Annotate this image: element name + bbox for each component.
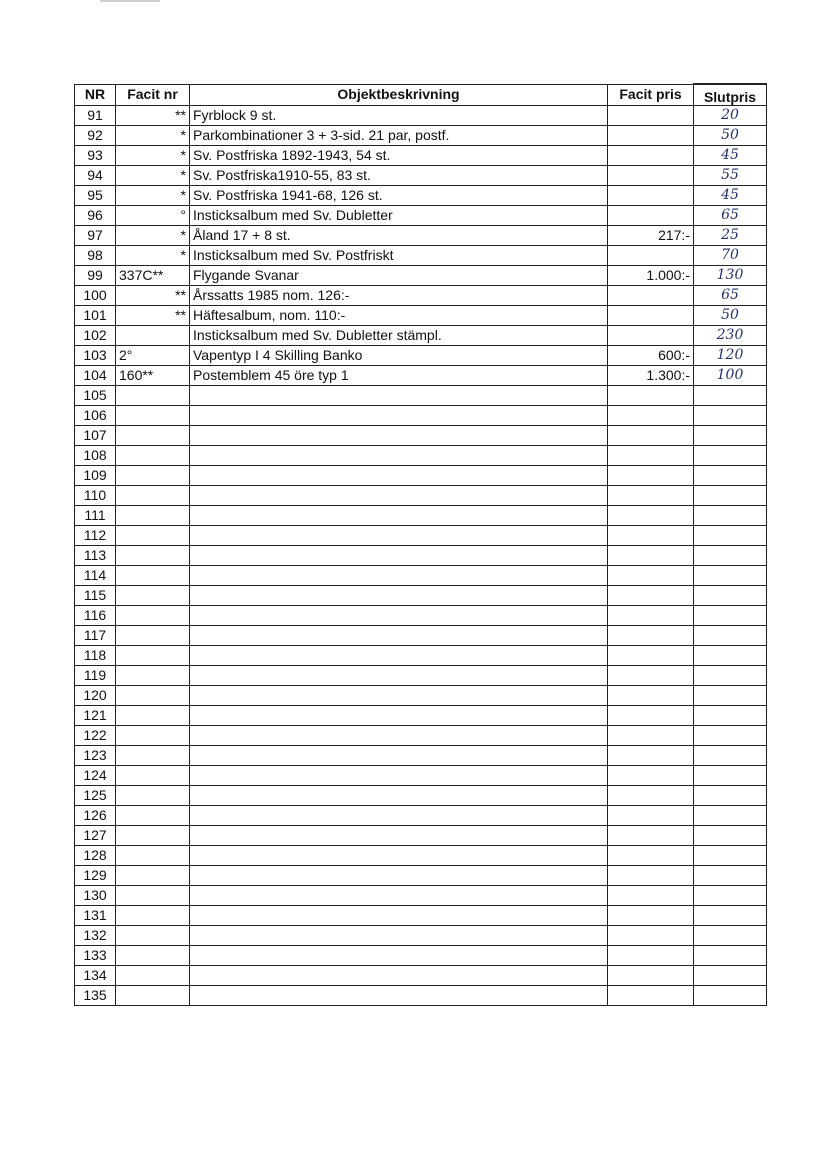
lot-number: 97 xyxy=(75,226,116,246)
table-row xyxy=(75,826,767,846)
final-price xyxy=(694,586,767,606)
table-row xyxy=(75,366,767,386)
facit-number: * xyxy=(116,186,190,206)
object-description xyxy=(190,966,608,986)
lot-number: 100 xyxy=(75,286,116,306)
facit-number xyxy=(116,486,190,506)
facit-number xyxy=(116,526,190,546)
final-price xyxy=(694,606,767,626)
table-row xyxy=(75,306,767,326)
final-price: 50 xyxy=(694,306,767,326)
object-description xyxy=(190,726,608,746)
facit-number: ** xyxy=(116,306,190,326)
facit-number xyxy=(116,686,190,706)
lot-number: 99 xyxy=(75,266,116,286)
object-description: Sv. Postfriska1910-55, 83 st. xyxy=(190,166,608,186)
facit-number: 160** xyxy=(116,366,190,386)
object-description xyxy=(190,746,608,766)
lot-number: 134 xyxy=(75,966,116,986)
lot-number: 101 xyxy=(75,306,116,326)
lot-number: 132 xyxy=(75,926,116,946)
lot-number: 129 xyxy=(75,866,116,886)
lot-number: 112 xyxy=(75,526,116,546)
facit-price xyxy=(608,586,694,606)
facit-number: * xyxy=(116,246,190,266)
object-description xyxy=(190,706,608,726)
object-description xyxy=(190,546,608,566)
lot-number: 128 xyxy=(75,846,116,866)
facit-price xyxy=(608,506,694,526)
final-price: 100 xyxy=(694,366,767,386)
table-row xyxy=(75,686,767,706)
final-price xyxy=(694,726,767,746)
final-price xyxy=(694,746,767,766)
final-price xyxy=(694,846,767,866)
facit-number xyxy=(116,386,190,406)
table-row xyxy=(75,206,767,226)
object-description xyxy=(190,666,608,686)
final-price: 130 xyxy=(694,266,767,286)
facit-price xyxy=(608,866,694,886)
table-row xyxy=(75,706,767,726)
lot-number: 94 xyxy=(75,166,116,186)
object-description xyxy=(190,646,608,666)
lot-number: 125 xyxy=(75,786,116,806)
final-price xyxy=(694,826,767,846)
table-row xyxy=(75,326,767,346)
facit-price xyxy=(608,646,694,666)
table-row xyxy=(75,106,767,126)
facit-price: 600:- xyxy=(608,346,694,366)
facit-number xyxy=(116,406,190,426)
facit-number xyxy=(116,566,190,586)
table-row xyxy=(75,786,767,806)
table-row xyxy=(75,626,767,646)
facit-price xyxy=(608,166,694,186)
table-row xyxy=(75,246,767,266)
table-row xyxy=(75,726,767,746)
object-description xyxy=(190,606,608,626)
facit-number xyxy=(116,626,190,646)
facit-price xyxy=(608,966,694,986)
object-description xyxy=(190,426,608,446)
lot-number: 106 xyxy=(75,406,116,426)
lot-number: 133 xyxy=(75,946,116,966)
lot-number: 117 xyxy=(75,626,116,646)
lot-number: 114 xyxy=(75,566,116,586)
facit-price xyxy=(608,246,694,266)
object-description xyxy=(190,566,608,586)
table-row xyxy=(75,466,767,486)
facit-number xyxy=(116,906,190,926)
final-price xyxy=(694,466,767,486)
final-price xyxy=(694,626,767,646)
object-description: Insticksalbum med Sv. Postfriskt xyxy=(190,246,608,266)
table-row xyxy=(75,846,767,866)
object-description: Insticksalbum med Sv. Dubletter xyxy=(190,206,608,226)
lot-number: 135 xyxy=(75,986,116,1006)
table-row xyxy=(75,266,767,286)
facit-number xyxy=(116,506,190,526)
facit-number xyxy=(116,466,190,486)
object-description: Parkombinationer 3 + 3-sid. 21 par, postf. xyxy=(190,126,608,146)
table-row xyxy=(75,806,767,826)
facit-price xyxy=(608,626,694,646)
facit-price xyxy=(608,906,694,926)
facit-price xyxy=(608,746,694,766)
object-description xyxy=(190,446,608,466)
lot-number: 116 xyxy=(75,606,116,626)
facit-number: ** xyxy=(116,286,190,306)
facit-number: * xyxy=(116,126,190,146)
final-price xyxy=(694,686,767,706)
table-row xyxy=(75,426,767,446)
facit-price xyxy=(608,126,694,146)
facit-number: 2° xyxy=(116,346,190,366)
table-row xyxy=(75,446,767,466)
final-price: 65 xyxy=(694,206,767,226)
object-description xyxy=(190,866,608,886)
facit-number xyxy=(116,806,190,826)
facit-price xyxy=(608,926,694,946)
facit-price xyxy=(608,546,694,566)
header-row xyxy=(75,84,767,106)
facit-price xyxy=(608,326,694,346)
facit-price xyxy=(608,386,694,406)
table-row xyxy=(75,126,767,146)
table-row xyxy=(75,866,767,886)
table-row xyxy=(75,886,767,906)
facit-number xyxy=(116,426,190,446)
facit-price xyxy=(608,286,694,306)
lot-number: 122 xyxy=(75,726,116,746)
table-row xyxy=(75,346,767,366)
object-description xyxy=(190,806,608,826)
facit-price xyxy=(608,846,694,866)
object-description xyxy=(190,886,608,906)
lot-number: 109 xyxy=(75,466,116,486)
final-price: 70 xyxy=(694,246,767,266)
final-price xyxy=(694,406,767,426)
lot-number: 120 xyxy=(75,686,116,706)
facit-number xyxy=(116,966,190,986)
object-description xyxy=(190,946,608,966)
object-description xyxy=(190,386,608,406)
table-row xyxy=(75,406,767,426)
facit-price xyxy=(608,186,694,206)
table-row xyxy=(75,486,767,506)
facit-price xyxy=(608,826,694,846)
object-description xyxy=(190,686,608,706)
table-row xyxy=(75,546,767,566)
facit-price xyxy=(608,486,694,506)
facit-number xyxy=(116,666,190,686)
final-price xyxy=(694,646,767,666)
object-description: Postemblem 45 öre typ 1 xyxy=(190,366,608,386)
object-description: Åland 17 + 8 st. xyxy=(190,226,608,246)
object-description xyxy=(190,826,608,846)
final-price: 45 xyxy=(694,186,767,206)
lot-number: 98 xyxy=(75,246,116,266)
facit-price xyxy=(608,606,694,626)
facit-number xyxy=(116,926,190,946)
table-row xyxy=(75,926,767,946)
object-description xyxy=(190,506,608,526)
lot-number: 103 xyxy=(75,346,116,366)
header-description: Objektbeskrivning xyxy=(190,84,608,106)
final-price xyxy=(694,526,767,546)
lot-table xyxy=(74,83,767,1006)
facit-number xyxy=(116,326,190,346)
final-price xyxy=(694,566,767,586)
final-price xyxy=(694,906,767,926)
final-price: 45 xyxy=(694,146,767,166)
final-price: 65 xyxy=(694,286,767,306)
facit-number xyxy=(116,586,190,606)
scan-edge-mark xyxy=(100,0,160,2)
facit-number: ° xyxy=(116,206,190,226)
object-description: Flygande Svanar xyxy=(190,266,608,286)
facit-price: 1.000:- xyxy=(608,266,694,286)
final-price: 20 xyxy=(694,106,767,126)
object-description xyxy=(190,626,608,646)
lot-number: 118 xyxy=(75,646,116,666)
lot-number: 131 xyxy=(75,906,116,926)
table-row xyxy=(75,766,767,786)
table-row xyxy=(75,746,767,766)
final-price xyxy=(694,706,767,726)
facit-price xyxy=(608,106,694,126)
facit-price xyxy=(608,206,694,226)
object-description xyxy=(190,906,608,926)
final-price xyxy=(694,386,767,406)
header-facit-price: Facit pris xyxy=(608,84,694,106)
object-description xyxy=(190,766,608,786)
lot-number: 113 xyxy=(75,546,116,566)
facit-number xyxy=(116,766,190,786)
table-row xyxy=(75,606,767,626)
header-nr: NR xyxy=(75,84,116,106)
object-description: Sv. Postfriska 1892-1943, 54 st. xyxy=(190,146,608,166)
facit-number xyxy=(116,706,190,726)
final-price xyxy=(694,806,767,826)
facit-price: 1.300:- xyxy=(608,366,694,386)
object-description xyxy=(190,406,608,426)
facit-price xyxy=(608,986,694,1006)
object-description: Häftesalbum, nom. 110:- xyxy=(190,306,608,326)
facit-number xyxy=(116,746,190,766)
final-price: 50 xyxy=(694,126,767,146)
facit-price xyxy=(608,566,694,586)
table-row xyxy=(75,506,767,526)
header-facit-nr: Facit nr xyxy=(116,84,190,106)
final-price xyxy=(694,926,767,946)
facit-number: * xyxy=(116,166,190,186)
facit-price xyxy=(608,886,694,906)
final-price xyxy=(694,766,767,786)
object-description xyxy=(190,986,608,1006)
final-price: 25 xyxy=(694,226,767,246)
object-description: Fyrblock 9 st. xyxy=(190,106,608,126)
facit-number xyxy=(116,826,190,846)
facit-price xyxy=(608,766,694,786)
lot-number: 93 xyxy=(75,146,116,166)
object-description xyxy=(190,486,608,506)
facit-price xyxy=(608,706,694,726)
facit-number xyxy=(116,846,190,866)
lot-number: 115 xyxy=(75,586,116,606)
lot-number: 96 xyxy=(75,206,116,226)
header-final-price: Slutpris xyxy=(694,86,767,108)
final-price: 230 xyxy=(694,326,767,346)
facit-price xyxy=(608,526,694,546)
facit-price xyxy=(608,446,694,466)
final-price xyxy=(694,546,767,566)
object-description: Vapentyp I 4 Skilling Banko xyxy=(190,346,608,366)
facit-number xyxy=(116,866,190,886)
final-price xyxy=(694,966,767,986)
lot-number: 92 xyxy=(75,126,116,146)
final-price xyxy=(694,446,767,466)
facit-price xyxy=(608,666,694,686)
lot-number: 127 xyxy=(75,826,116,846)
facit-number xyxy=(116,726,190,746)
facit-price xyxy=(608,946,694,966)
object-description xyxy=(190,926,608,946)
lot-number: 124 xyxy=(75,766,116,786)
final-price xyxy=(694,486,767,506)
lot-number: 121 xyxy=(75,706,116,726)
table-row xyxy=(75,666,767,686)
lot-number: 123 xyxy=(75,746,116,766)
facit-price xyxy=(608,726,694,746)
object-description: Årssatts 1985 nom. 126:- xyxy=(190,286,608,306)
lot-number: 119 xyxy=(75,666,116,686)
table-row xyxy=(75,966,767,986)
table-row xyxy=(75,226,767,246)
facit-number xyxy=(116,786,190,806)
table-row xyxy=(75,186,767,206)
lot-number: 108 xyxy=(75,446,116,466)
facit-number: ** xyxy=(116,106,190,126)
facit-number: 337C** xyxy=(116,266,190,286)
table-row xyxy=(75,986,767,1006)
object-description xyxy=(190,526,608,546)
facit-price xyxy=(608,306,694,326)
facit-number xyxy=(116,446,190,466)
table-row xyxy=(75,566,767,586)
lot-number: 130 xyxy=(75,886,116,906)
table-row xyxy=(75,586,767,606)
lot-number: 111 xyxy=(75,506,116,526)
final-price xyxy=(694,666,767,686)
lot-number: 107 xyxy=(75,426,116,446)
lot-number: 95 xyxy=(75,186,116,206)
facit-number xyxy=(116,946,190,966)
facit-number: * xyxy=(116,226,190,246)
object-description: Sv. Postfriska 1941-68, 126 st. xyxy=(190,186,608,206)
final-price: 55 xyxy=(694,166,767,186)
table-row xyxy=(75,526,767,546)
object-description xyxy=(190,846,608,866)
final-price xyxy=(694,786,767,806)
final-price: 120 xyxy=(694,346,767,366)
facit-price xyxy=(608,806,694,826)
lot-number: 102 xyxy=(75,326,116,346)
table-row xyxy=(75,386,767,406)
final-price xyxy=(694,506,767,526)
lot-number: 126 xyxy=(75,806,116,826)
facit-price xyxy=(608,466,694,486)
final-price xyxy=(694,886,767,906)
object-description xyxy=(190,786,608,806)
auction-result-sheet xyxy=(74,83,767,1006)
object-description xyxy=(190,466,608,486)
facit-number xyxy=(116,546,190,566)
facit-price xyxy=(608,686,694,706)
object-description: Insticksalbum med Sv. Dubletter stämpl. xyxy=(190,326,608,346)
facit-number xyxy=(116,646,190,666)
final-price xyxy=(694,986,767,1006)
facit-number xyxy=(116,986,190,1006)
final-price xyxy=(694,946,767,966)
facit-number: * xyxy=(116,146,190,166)
lot-number: 104 xyxy=(75,366,116,386)
lot-number: 110 xyxy=(75,486,116,506)
object-description xyxy=(190,586,608,606)
table-row xyxy=(75,646,767,666)
lot-number: 91 xyxy=(75,106,116,126)
table-row xyxy=(75,146,767,166)
facit-price xyxy=(608,146,694,166)
table-row xyxy=(75,286,767,306)
facit-price xyxy=(608,406,694,426)
table-row xyxy=(75,166,767,186)
facit-number xyxy=(116,886,190,906)
final-price xyxy=(694,426,767,446)
lot-number: 105 xyxy=(75,386,116,406)
facit-number xyxy=(116,606,190,626)
table-row xyxy=(75,946,767,966)
table-row xyxy=(75,906,767,926)
facit-price xyxy=(608,426,694,446)
lot-rows xyxy=(75,106,767,1006)
facit-price xyxy=(608,786,694,806)
facit-price: 217:- xyxy=(608,226,694,246)
final-price xyxy=(694,866,767,886)
